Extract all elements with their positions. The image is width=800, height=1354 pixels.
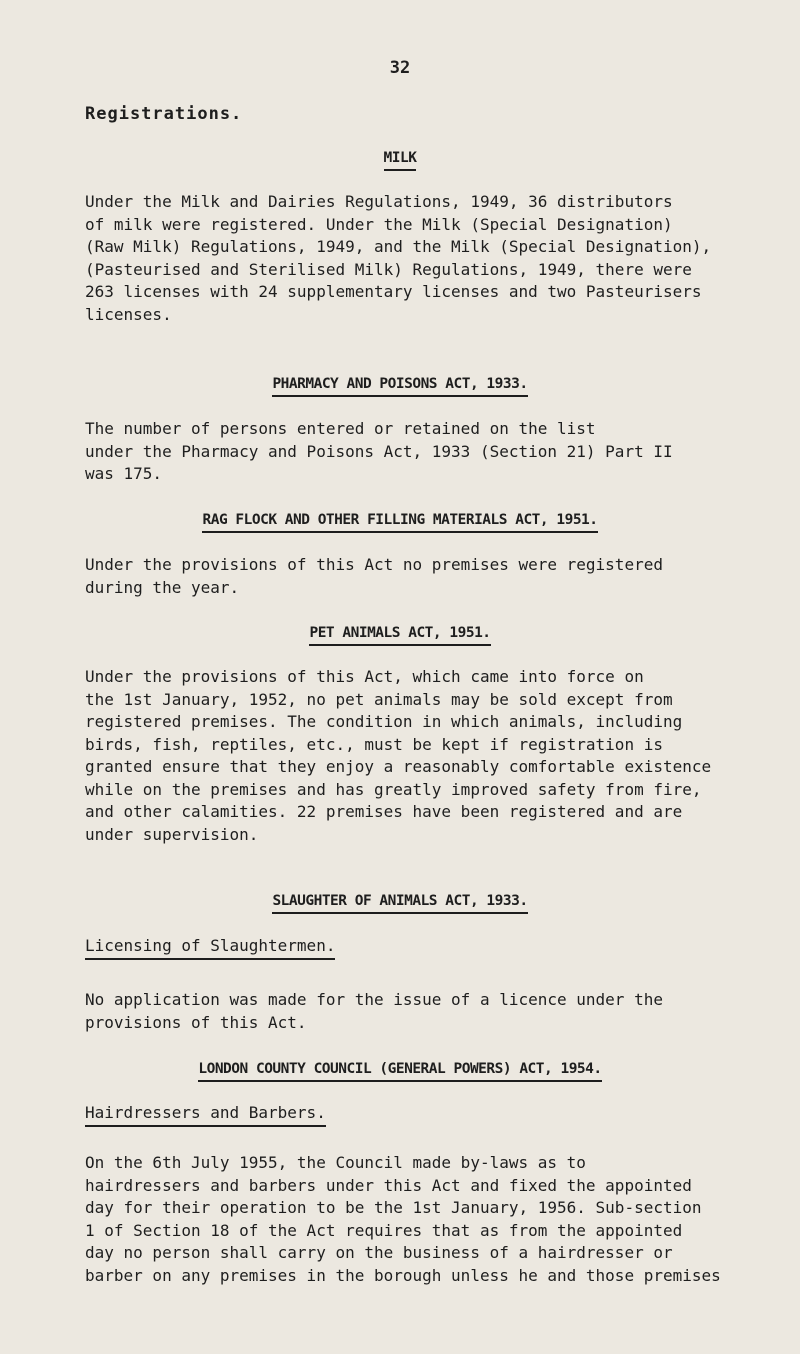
slaughter-subheading: [85, 936, 335, 960]
pharmacy-heading: [0, 376, 800, 397]
milk-line: 263 licenses with 24 supplementary licenses and two Pasteurisers: [85, 282, 702, 301]
lcc-line: day for their operation to be the 1st January, 1956. Sub-section: [85, 1198, 702, 1217]
pharmacy-line: The number of persons entered or retained on the list: [85, 419, 596, 438]
milk-line: Under the Milk and Dairies Regulations, 1949, 36 distributors: [85, 192, 673, 211]
rag-flock-paragraph: [85, 554, 785, 599]
milk-line: (Pasteurised and Sterilised Milk) Regulations, 1949, there were: [85, 259, 692, 279]
pet-animals-line: and other calamities. 22 premises have been registered and are: [85, 802, 683, 821]
lcc-line: 1 of Section 18 of the Act requires that as from the appointed: [85, 1220, 683, 1240]
milk-line: licenses.: [85, 304, 172, 324]
pet-animals-line: while on the premises and has greatly improved safety from fire,: [85, 779, 702, 799]
rag-flock-heading: [0, 512, 800, 533]
pet-animals-line: Under the provisions of this Act, which came into force on: [85, 667, 644, 686]
slaughter-paragraph: [85, 989, 785, 1034]
milk-line: (Raw Milk) Regulations, 1949, and the Milk (Special Designation),: [85, 237, 712, 256]
pharmacy-line: was 175.: [85, 464, 163, 483]
slaughter-line: No application was made for the issue of a licence under the: [85, 990, 663, 1009]
pet-animals-heading: [0, 625, 800, 646]
rag-flock-line: during the year.: [85, 577, 240, 597]
pet-animals-line: registered premises. The condition in which animals, including: [85, 712, 683, 731]
lcc-paragraph: [85, 1152, 785, 1287]
lcc-line: barber on any premises in the borough unless he and those premises: [85, 1265, 721, 1285]
pharmacy-line: under the Pharmacy and Poisons Act, 1933 (Section 21) Part II: [85, 441, 673, 461]
milk-heading-text: MILK: [384, 150, 417, 171]
pharmacy-paragraph: [85, 418, 785, 486]
pet-animals-line: the 1st January, 1952, no pet animals may be sold except from: [85, 689, 673, 709]
section-title: Registrations.: [85, 104, 243, 124]
milk-heading: [0, 150, 800, 171]
slaughter-subheading-text: Licensing of Slaughtermen.: [85, 936, 335, 960]
lcc-line: On the 6th July 1955, the Council made by-laws as to: [85, 1153, 586, 1172]
pet-animals-heading-text: PET ANIMALS ACT, 1951.: [309, 625, 490, 646]
lcc-subheading-text: Hairdressers and Barbers.: [85, 1103, 326, 1127]
lcc-subheading: [85, 1103, 326, 1127]
milk-line: of milk were registered. Under the Milk (Special Designation): [85, 214, 673, 234]
pet-animals-line: granted ensure that they enjoy a reasonably comfortable existence: [85, 757, 712, 776]
milk-paragraph: [85, 191, 785, 326]
lcc-heading: [0, 1061, 800, 1082]
pet-animals-line: birds, fish, reptiles, etc., must be kept if registration is: [85, 734, 663, 754]
lcc-heading-text: LONDON COUNTY COUNCIL (GENERAL POWERS) ACT, 1954.: [198, 1061, 601, 1082]
slaughter-heading: [0, 893, 800, 914]
lcc-line: hairdressers and barbers under this Act and fixed the appointed: [85, 1175, 692, 1195]
pharmacy-heading-text: PHARMACY AND POISONS ACT, 1933.: [272, 376, 527, 397]
pet-animals-line: under supervision.: [85, 824, 259, 844]
lcc-line: day no person shall carry on the business of a hairdresser or: [85, 1243, 673, 1262]
rag-flock-line: Under the provisions of this Act no premises were registered: [85, 555, 663, 574]
slaughter-heading-text: SLAUGHTER OF ANIMALS ACT, 1933.: [272, 893, 527, 914]
pet-animals-paragraph: [85, 666, 785, 846]
page-number: 32: [389, 58, 411, 78]
rag-flock-heading-text: RAG FLOCK AND OTHER FILLING MATERIALS ACT, 1951.: [202, 512, 597, 533]
slaughter-line: provisions of this Act.: [85, 1012, 307, 1032]
